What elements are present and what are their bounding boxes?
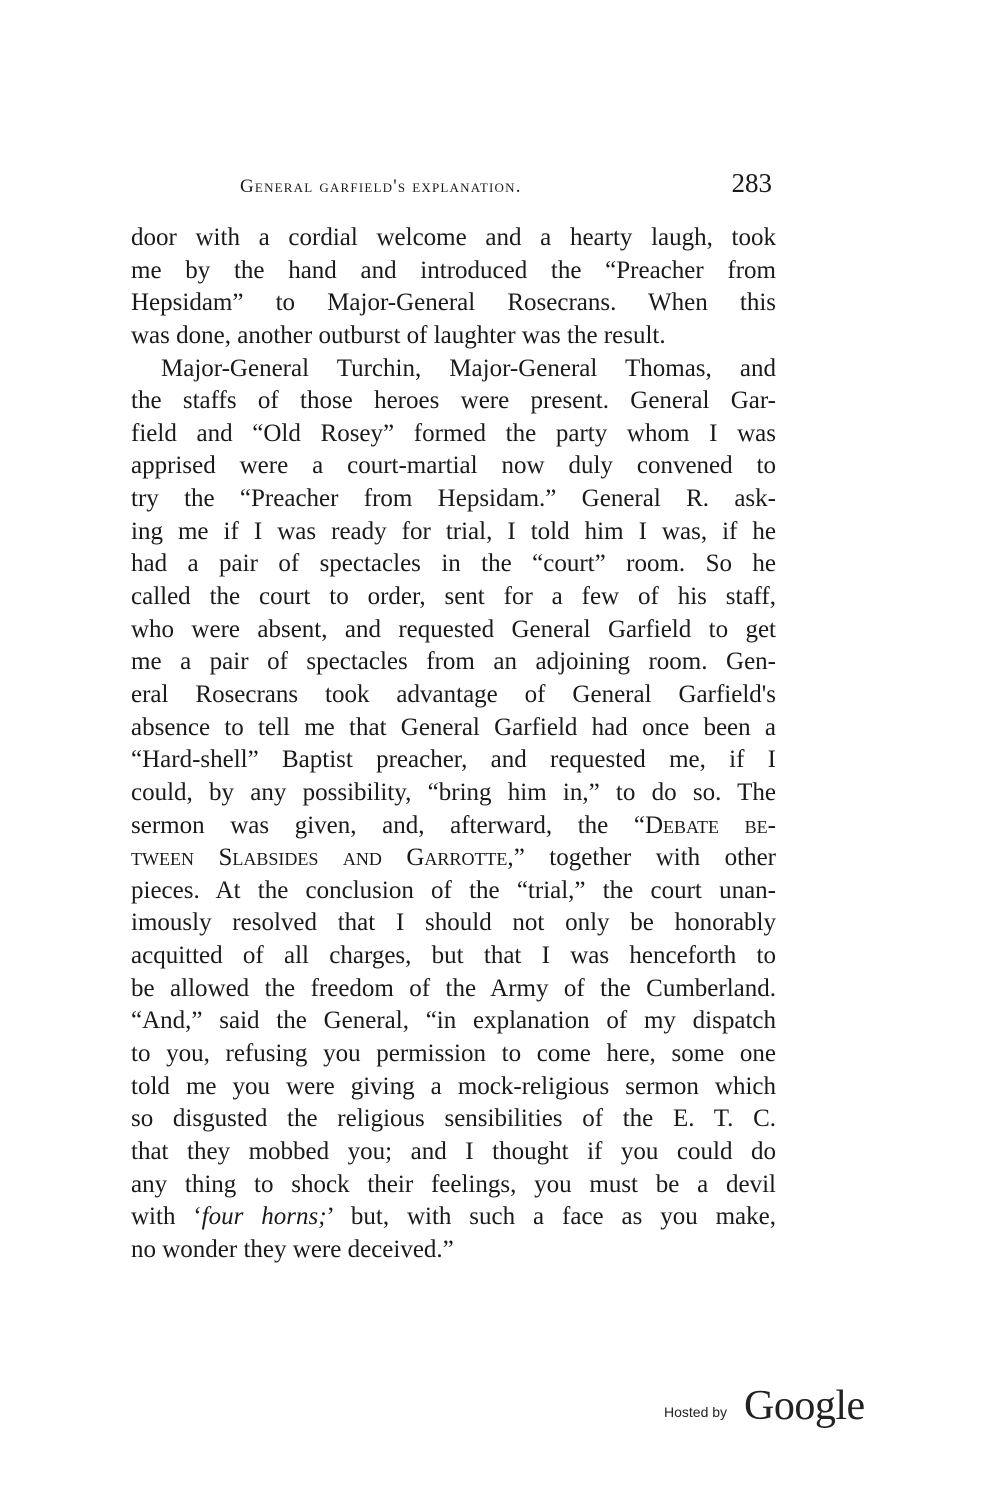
text-line [131, 1201, 776, 1234]
hosted-by-google-watermark [660, 1376, 880, 1436]
page-number: 283 [731, 168, 772, 198]
hosted-by-label: Hosted by [664, 1404, 728, 1420]
italic-text: four horns; [201, 1203, 327, 1231]
text-line: try the “Preacher from Hepsidam.” General R. ask- [131, 485, 776, 513]
text-line [131, 842, 776, 875]
text-line: was done, another outburst of laughter was the result. [131, 321, 666, 349]
body-text [131, 222, 776, 1267]
text-line: absence to tell me that General Garfield had once been a [131, 713, 776, 741]
text-line: called the court to order, sent for a few of his staff, [131, 583, 776, 611]
text-run: sermon was given, and, afterward, the “ [131, 811, 645, 839]
text-line: eral Rosecrans took advantage of General Garfield's [131, 680, 776, 708]
running-title: General garfield's explanation. [240, 176, 522, 197]
text-run: with ‘ [131, 1203, 202, 1231]
text-line: “Hard-shell” Baptist preacher, and requested me, if I [131, 746, 776, 774]
text-line [131, 810, 776, 843]
text-line: could, by any possibility, “bring him in,” to do so. The [131, 778, 776, 806]
text-line: me by the hand and introduced the “Preacher from [131, 256, 776, 284]
text-line: so disgusted the religious sensibilities of the E. T. C. [131, 1105, 776, 1133]
text-line: acquitted of all charges, but that I was henceforth to [131, 942, 776, 970]
text-line: apprised were a court-martial now duly convened to [131, 452, 776, 480]
text-line: had a pair of spectacles in the “court” room. So he [131, 550, 776, 578]
text-line: pieces. At the conclusion of the “trial,” the court unan- [131, 876, 776, 904]
text-line: told me you were giving a mock-religious sermon which [131, 1072, 776, 1100]
text-line: field and “Old Rosey” formed the party whom I was [131, 419, 776, 447]
text-line: “And,” said the General, “in explanation of my dispatch [131, 1007, 776, 1035]
google-logo: Google [744, 1383, 865, 1429]
text-line: the staffs of those heroes were present. General Gar- [131, 387, 776, 415]
text-line: no wonder they were deceived.” [131, 1235, 454, 1263]
text-line: imously resolved that I should not only be honorably [131, 909, 776, 937]
small-caps-title: Debate be- [644, 811, 776, 839]
text-run: ’ but, with such a face as you make, [326, 1203, 776, 1231]
text-line: be allowed the freedom of the Army of the Cumberland. [131, 974, 776, 1002]
small-caps-title: tween Slabsides and Garrotte, [131, 844, 514, 872]
text-run: ” together with other [513, 844, 776, 872]
text-line: to you, refusing you permission to come here, some one [131, 1040, 776, 1068]
text-line: door with a cordial welcome and a hearty laugh, took [131, 224, 776, 251]
page-header [240, 168, 780, 208]
text-line: ing me if I was ready for trial, I told him I was, if he [131, 517, 776, 545]
text-line: Major-General Turchin, Major-General Thomas, and [161, 354, 776, 382]
text-line: me a pair of spectacles from an adjoining room. Gen- [131, 648, 776, 676]
text-line: that they mobbed you; and I thought if you could do [131, 1137, 776, 1165]
text-line: any thing to shock their feelings, you must be a devil [131, 1170, 776, 1198]
text-line: who were absent, and requested General Garfield to get [131, 615, 776, 643]
text-line: Hepsidam” to Major-General Rosecrans. When this [131, 289, 776, 317]
